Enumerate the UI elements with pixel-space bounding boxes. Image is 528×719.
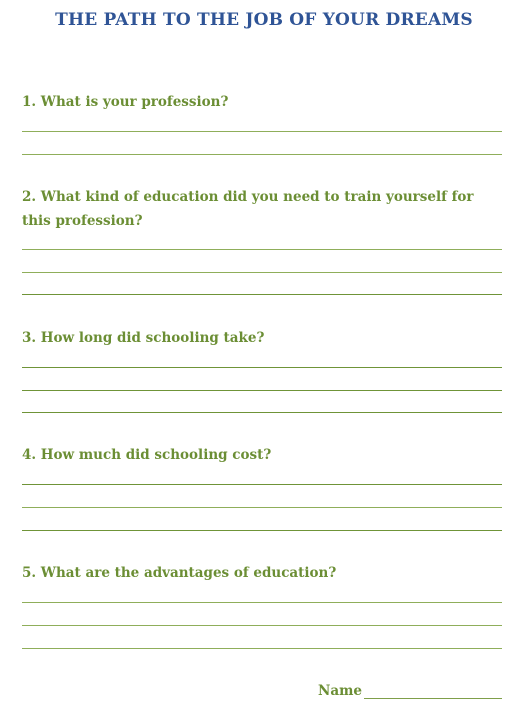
answer-line-5-2[interactable] bbox=[22, 625, 502, 626]
name-field[interactable] bbox=[318, 682, 504, 702]
answer-line-3-1[interactable] bbox=[22, 367, 502, 368]
question-1: 1. What is your profession? bbox=[22, 94, 229, 110]
page-title: THE PATH TO THE JOB OF YOUR DREAMS bbox=[55, 10, 473, 30]
answer-line-4-2[interactable] bbox=[22, 507, 502, 508]
name-label: Name bbox=[318, 683, 362, 699]
answer-line-2-1[interactable] bbox=[22, 249, 502, 250]
answer-line-4-3[interactable] bbox=[22, 530, 502, 531]
answer-line-3-2[interactable] bbox=[22, 390, 502, 391]
question-4: 4. How much did schooling cost? bbox=[22, 447, 272, 463]
question-3: 3. How long did schooling take? bbox=[22, 330, 265, 346]
answer-line-1-1[interactable] bbox=[22, 131, 502, 132]
answer-line-5-1[interactable] bbox=[22, 602, 502, 603]
answer-line-4-1[interactable] bbox=[22, 484, 502, 485]
answer-line-1-2[interactable] bbox=[22, 154, 502, 155]
answer-line-2-2[interactable] bbox=[22, 272, 502, 273]
question-2: 2. What kind of education did you need to train yourself for this profession? bbox=[22, 189, 474, 229]
answer-line-3-3[interactable] bbox=[22, 412, 502, 413]
answer-line-2-3[interactable] bbox=[22, 294, 502, 295]
name-line[interactable] bbox=[364, 698, 502, 699]
question-5: 5. What are the advantages of education? bbox=[22, 565, 337, 581]
answer-line-5-3[interactable] bbox=[22, 648, 502, 649]
